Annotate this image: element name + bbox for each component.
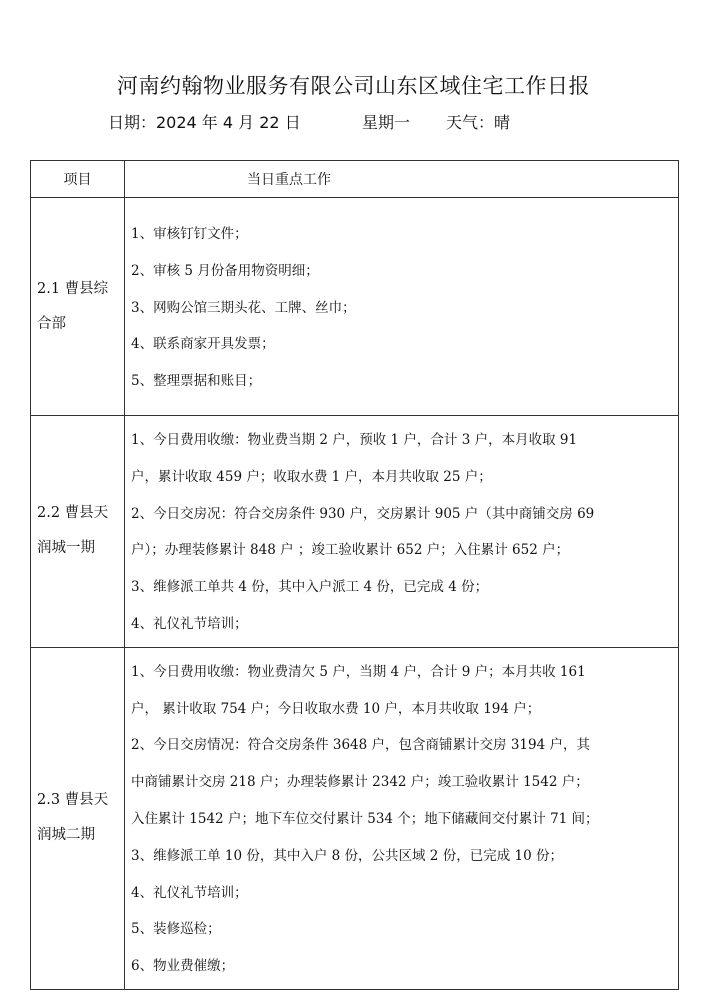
work-report-table [30, 160, 679, 990]
work-item-line: 1、今日费用收缴：物业费清欠 5 户，当期 4 户，合计 9 户；本月共收 161 [131, 663, 586, 680]
work-item-line: 3、网购公馆三期头花、工牌、丝巾； [131, 299, 356, 316]
work-item-line: 6、物业费催缴； [131, 958, 235, 975]
dept-name-line: 润城一期 [37, 540, 95, 557]
work-items-cell [125, 416, 679, 648]
dept-name-line: 润城二期 [37, 827, 95, 844]
work-item-line: 1、今日费用收缴：物业费当期 2 户，预收 1 户，合计 3 户，本月收取 91 [131, 432, 578, 448]
work-item-line: 户）；办理装修累计 848 户 ；竣工验收累计 652 户；入住累计 652 户； [131, 542, 570, 559]
work-item-line: 1、审核钉钉文件； [131, 226, 248, 242]
work-item-line: 2、审核 5 月份备用物资明细； [131, 262, 319, 279]
work-item-line: 4、礼仪礼节培训； [131, 884, 248, 901]
work-item-line: 5、装修巡检； [131, 921, 221, 938]
work-item-line: 中商铺累计交房 218 户；办理装修累计 2342 户；竣工验收累计 1542 户； [131, 774, 589, 791]
report-weather: 天气：晴 [446, 113, 511, 132]
work-item-line: 3、维修派工单共 4 份，其中入户派工 4 份，已完成 4 份； [131, 579, 489, 596]
dept-name-line: 2.1 曹县综 [37, 280, 109, 297]
dept-cell [31, 416, 125, 648]
table-row [31, 198, 679, 416]
work-item-line: 2、今日交房情况：符合交房条件 3648 户，包含商铺累计交房 3194 户，其 [131, 737, 590, 754]
work-item-line: 户， 累计收取 754 户；今日收取水费 10 户，本月共收取 194 户； [131, 700, 541, 717]
work-item-line: 入住累计 1542 户；地下车位交付累计 534 个；地下储藏间交付累计 71 间； [131, 810, 599, 827]
report-date: 日期：2024 年 4 月 22 日 [108, 113, 301, 132]
column-header-work: 当日重点工作 [125, 161, 679, 198]
work-items-cell [125, 647, 679, 989]
work-item-line: 2、今日交房况：符合交房条件 930 户，交房累计 905 户（其中商铺交房 69 [131, 505, 595, 522]
dept-name-line: 2.2 曹县天 [37, 505, 109, 522]
dept-cell [31, 647, 125, 989]
report-title: 河南约翰物业服务有限公司山东区域住宅工作日报 [117, 74, 590, 98]
work-item-line: 4、礼仪礼节培训； [131, 615, 248, 632]
work-item-line: 5、整理票据和账目； [131, 373, 262, 390]
column-header-item: 项目 [31, 161, 125, 198]
work-item-line: 4、联系商家开具发票； [131, 336, 275, 353]
work-items-cell [125, 198, 679, 416]
table-header-row [31, 161, 679, 198]
report-weekday: 星期一 [362, 113, 411, 132]
work-item-line: 户，累计收取 459 户；收取水费 1 户，本月共收取 25 户； [131, 468, 492, 485]
dept-name-line: 合部 [37, 315, 66, 332]
table-row [31, 647, 679, 989]
table-row [31, 416, 679, 648]
work-item-line: 3、维修派工单 10 份，其中入户 8 份，公共区域 2 份，已完成 10 份； [131, 847, 563, 864]
dept-name-line: 2.3 曹县天 [37, 792, 109, 809]
dept-cell [31, 198, 125, 416]
